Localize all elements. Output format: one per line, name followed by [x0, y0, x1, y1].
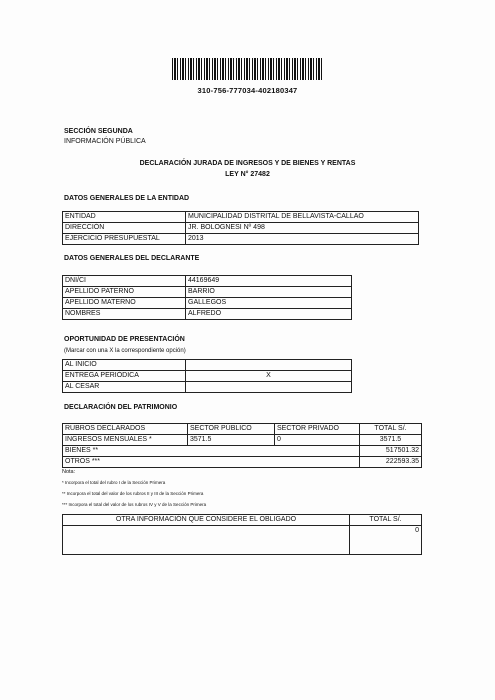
- option-cease-label: AL CESAR: [63, 382, 186, 393]
- assets-total: 517501.32: [360, 446, 422, 457]
- table-row: [63, 424, 422, 435]
- declarant-table: [62, 275, 352, 320]
- paternal-surname-label: APELLIDO PATERNO: [63, 287, 186, 298]
- option-periodic-label: ENTREGA PERIÓDICA: [63, 371, 186, 382]
- table-row: [63, 382, 352, 393]
- names-label: NOMBRES: [63, 309, 186, 320]
- maternal-surname-label: APELLIDO MATERNO: [63, 298, 186, 309]
- other-info-table: [62, 514, 422, 555]
- patrimony-heading: DECLARACIÓN DEL PATRIMONIO: [64, 404, 178, 411]
- opportunity-table: [62, 359, 352, 393]
- law-number: LEY N° 27482: [225, 171, 270, 178]
- table-row: [63, 446, 422, 457]
- other-info-total-header: TOTAL S/.: [350, 515, 422, 526]
- income-label: INGRESOS MENSUALES *: [63, 435, 188, 446]
- budget-year-label: EJERCICIO PRESUPUESTAL: [63, 234, 186, 245]
- note-1: * Incorpora el total del rubro I de la Sección Primera: [62, 480, 166, 485]
- assets-label: BIENES **: [63, 446, 360, 457]
- col-items-header: RUBROS DECLARADOS: [63, 424, 188, 435]
- section-title: SECCIÓN SEGUNDA: [64, 128, 133, 135]
- declarant-heading: DATOS GENERALES DEL DECLARANTE: [64, 255, 200, 262]
- table-row: [63, 298, 352, 309]
- other-info-header: OTRA INFORMACIÓN QUE CONSIDERE EL OBLIGADO: [63, 515, 350, 526]
- address-value: JR. BOLOGNESI Nº 498: [186, 223, 419, 234]
- table-row: [63, 515, 422, 526]
- table-row: [63, 309, 352, 320]
- notes-heading: Nota:: [62, 469, 76, 475]
- income-public: 3571.5: [188, 435, 275, 446]
- barcode-number: 310-756-777034-402180347: [197, 86, 298, 95]
- dni-label: DNI/CI: [63, 276, 186, 287]
- entity-table: [62, 211, 419, 245]
- declaration-title: DECLARACIÓN JURADA DE INGRESOS Y DE BIENES Y RENTAS: [139, 160, 356, 167]
- section-subtitle: INFORMACIÓN PÚBLICA: [64, 138, 146, 145]
- col-total-header: TOTAL S/.: [360, 424, 422, 435]
- opportunity-heading: OPORTUNIDAD DE PRESENTACIÓN: [64, 336, 185, 343]
- option-start-label: AL INICIO: [63, 360, 186, 371]
- address-label: DIRECCIÓN: [63, 223, 186, 234]
- maternal-surname-value: GALLEGOS: [186, 298, 352, 309]
- names-value: ALFREDO: [186, 309, 352, 320]
- opportunity-instruction: (Marcar con una X la correspondiente opción): [64, 348, 186, 354]
- option-start-mark: [186, 360, 352, 371]
- others-label: OTROS ***: [63, 457, 360, 468]
- table-row: [63, 276, 352, 287]
- other-info-total-value: 0: [350, 526, 422, 555]
- dni-value: 44169649: [186, 276, 352, 287]
- table-row: [63, 287, 352, 298]
- table-row: [63, 435, 422, 446]
- paternal-surname-value: BARRIO: [186, 287, 352, 298]
- table-row: [63, 526, 422, 555]
- table-row: [63, 223, 419, 234]
- other-info-body: [63, 526, 350, 555]
- budget-year-value: 2013: [186, 234, 419, 245]
- income-private: 0: [275, 435, 360, 446]
- table-row: [63, 371, 352, 382]
- note-2: ** Incorpora el total del valor de los rubros II y III de la Sección Primera: [62, 491, 204, 496]
- option-cease-mark: [186, 382, 352, 393]
- table-row: [63, 212, 419, 223]
- col-public-header: SECTOR PÚBLICO: [188, 424, 275, 435]
- income-total: 3571.5: [360, 435, 422, 446]
- table-row: [63, 360, 352, 371]
- others-total: 222593.35: [360, 457, 422, 468]
- col-private-header: SECTOR PRIVADO: [275, 424, 360, 435]
- table-row: [63, 234, 419, 245]
- note-3: *** Incorpora el total del valor de los rubros IV y V de la Sección Primera: [62, 502, 207, 507]
- entity-value: MUNICIPALIDAD DISTRITAL DE BELLAVISTA-CALLAO: [186, 212, 419, 223]
- option-periodic-mark: X: [186, 371, 352, 382]
- entity-label: ENTIDAD: [63, 212, 186, 223]
- barcode: [172, 58, 324, 80]
- entity-heading: DATOS GENERALES DE LA ENTIDAD: [64, 195, 190, 202]
- patrimony-table: [62, 423, 422, 468]
- table-row: [63, 457, 422, 468]
